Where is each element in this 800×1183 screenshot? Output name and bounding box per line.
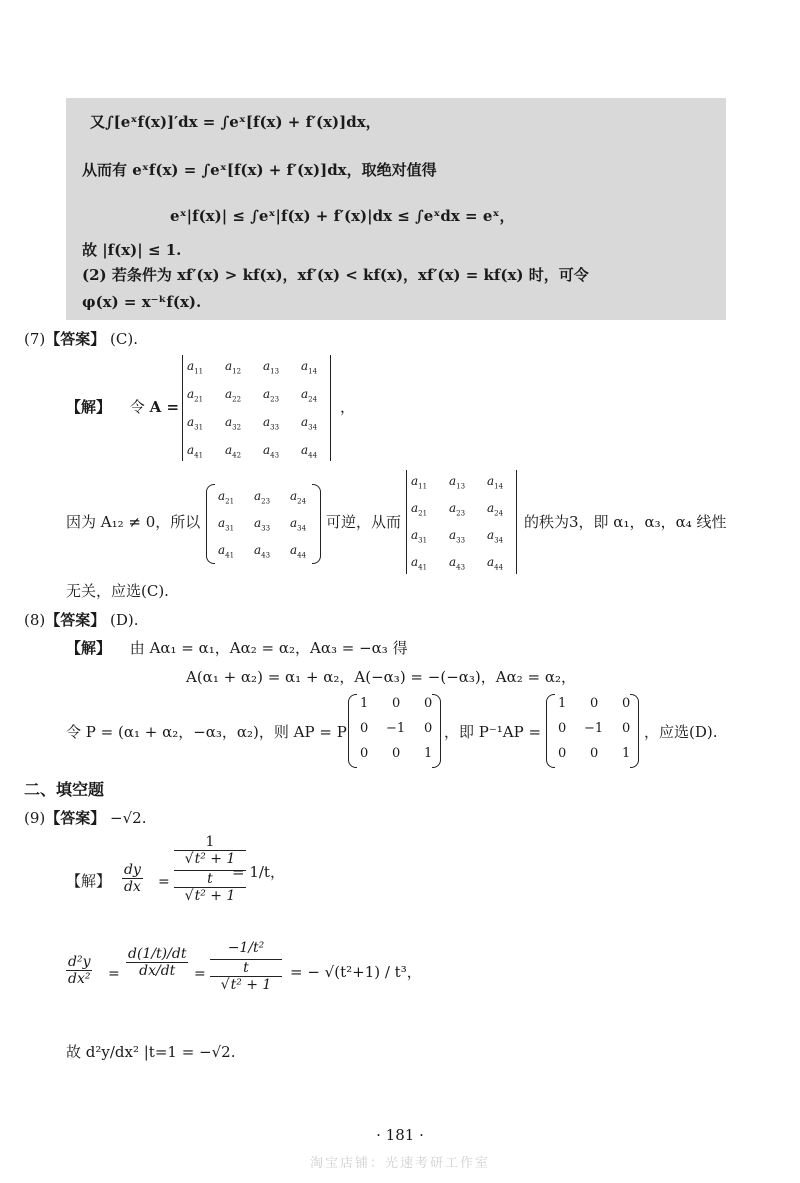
q9-number: (9) [24, 809, 46, 827]
comma: ， [340, 398, 356, 416]
watermark-footer: 淘宝店铺：光速考研工作室 [309, 1156, 490, 1171]
box-line-2: 从而有 eˣf(x) = ∫eˣ[f(x) + f′(x)]dx，取绝对值得 [82, 161, 437, 179]
box-line-3: eˣ|f(x)| ≤ ∫eˣ|f(x) + f′(x)|dx ≤ ∫eˣdx = eˣ， [170, 207, 515, 225]
q7-number: (7) [24, 330, 46, 348]
q9-answer-line [24, 808, 147, 828]
matrix-A: $a_{11}$ $a_{12}$ $a_{13}$ $a_{14}$ $a_{21}$ $a_{22}$ $a_{23}$ $a_{24}$ $a_{31}$ $a_{32}$ $a_{33}$ $a_{34}$ $a_{41}$ $a_{42}$ $a_{43}$ $a_{44}$ [182, 355, 332, 463]
q7-answer: (C). [110, 330, 138, 348]
diag-matrix-1: 1 0 0 0 −1 0 0 0 1 [348, 694, 442, 768]
matrix-A-label: A = [149, 398, 180, 416]
q7-rank: 的秩为3，即 α₁，α₃，α₄ 线性 [524, 513, 727, 531]
answer-tag: 【答案】 [45, 330, 106, 348]
q8-answer: (D). [110, 611, 139, 629]
answer-tag: 【答案】 [45, 809, 106, 827]
section-heading: 二、填空题 [24, 780, 105, 799]
q8-choice: ，应选(D). [644, 723, 718, 741]
q8-let-P: 令 P = (α₁ + α₂，−α₃，α₂)，则 AP = P [66, 723, 347, 741]
q7-conclusion: 无关，应选(C). [66, 582, 169, 600]
q8-derivation: A(α₁ + α₂) = α₁ + α₂，A(−α₃) = −(−α₃)，Aα₂ = α₂， [186, 668, 576, 686]
page-number: · 181 · [376, 1126, 424, 1144]
q7-solution-line [66, 397, 179, 417]
solution-tag: 【解】 [66, 639, 112, 657]
submatrix-4x3: $a_{11}$ $a_{13}$ $a_{14}$ $a_{21}$ $a_{23}$ $a_{24}$ $a_{31}$ $a_{33}$ $a_{34}$ $a_{41}$ $a_{43}$ $a_{44}$ [406, 470, 518, 576]
q7-answer-line [24, 329, 138, 349]
q7-invertible: 可逆，从而 [326, 513, 402, 531]
q7-because: 因为 A₁₂ ≠ 0，所以 [66, 513, 201, 531]
q8-solution-line [66, 638, 408, 658]
q7-let: 令 [129, 398, 145, 416]
box-line-6: φ(x) = x⁻ᵏf(x). [82, 293, 202, 311]
q8-answer-line [24, 610, 139, 630]
q8-therefore: ，即 P⁻¹AP = [444, 723, 542, 741]
q9-result-2: = − √(t²+1) / t³， [290, 963, 422, 981]
q9-solution-tag: 【解】 [66, 872, 112, 890]
diag-matrix-2: 1 0 0 0 −1 0 0 0 1 [546, 694, 640, 768]
q8-number: (8) [24, 611, 46, 629]
submatrix-3x3: $a_{21}$ $a_{23}$ $a_{24}$ $a_{31}$ $a_{33}$ $a_{34}$ $a_{41}$ $a_{43}$ $a_{44}$ [206, 484, 322, 564]
q9-answer: −√2. [110, 809, 147, 827]
q9-result-1: = 1/t， [232, 863, 285, 881]
box-line-1: 又∫[eˣf(x)]′dx = ∫eˣ[f(x) + f′(x)]dx， [90, 113, 381, 131]
box-line-5: (2) 若条件为 xf′(x) > kf(x)，xf′(x) < kf(x)，xf′(x) = kf(x) 时，可令 [82, 266, 589, 284]
solution-tag: 【解】 [66, 398, 112, 416]
answer-tag: 【答案】 [45, 611, 106, 629]
box-line-4: 故 |f(x)| ≤ 1. [82, 241, 182, 259]
q8-given: 由 Aα₁ = α₁，Aα₂ = α₂，Aα₃ = −α₃ 得 [129, 639, 408, 657]
q9-final: 故 d²y/dx² |t=1 = −√2. [66, 1043, 236, 1061]
